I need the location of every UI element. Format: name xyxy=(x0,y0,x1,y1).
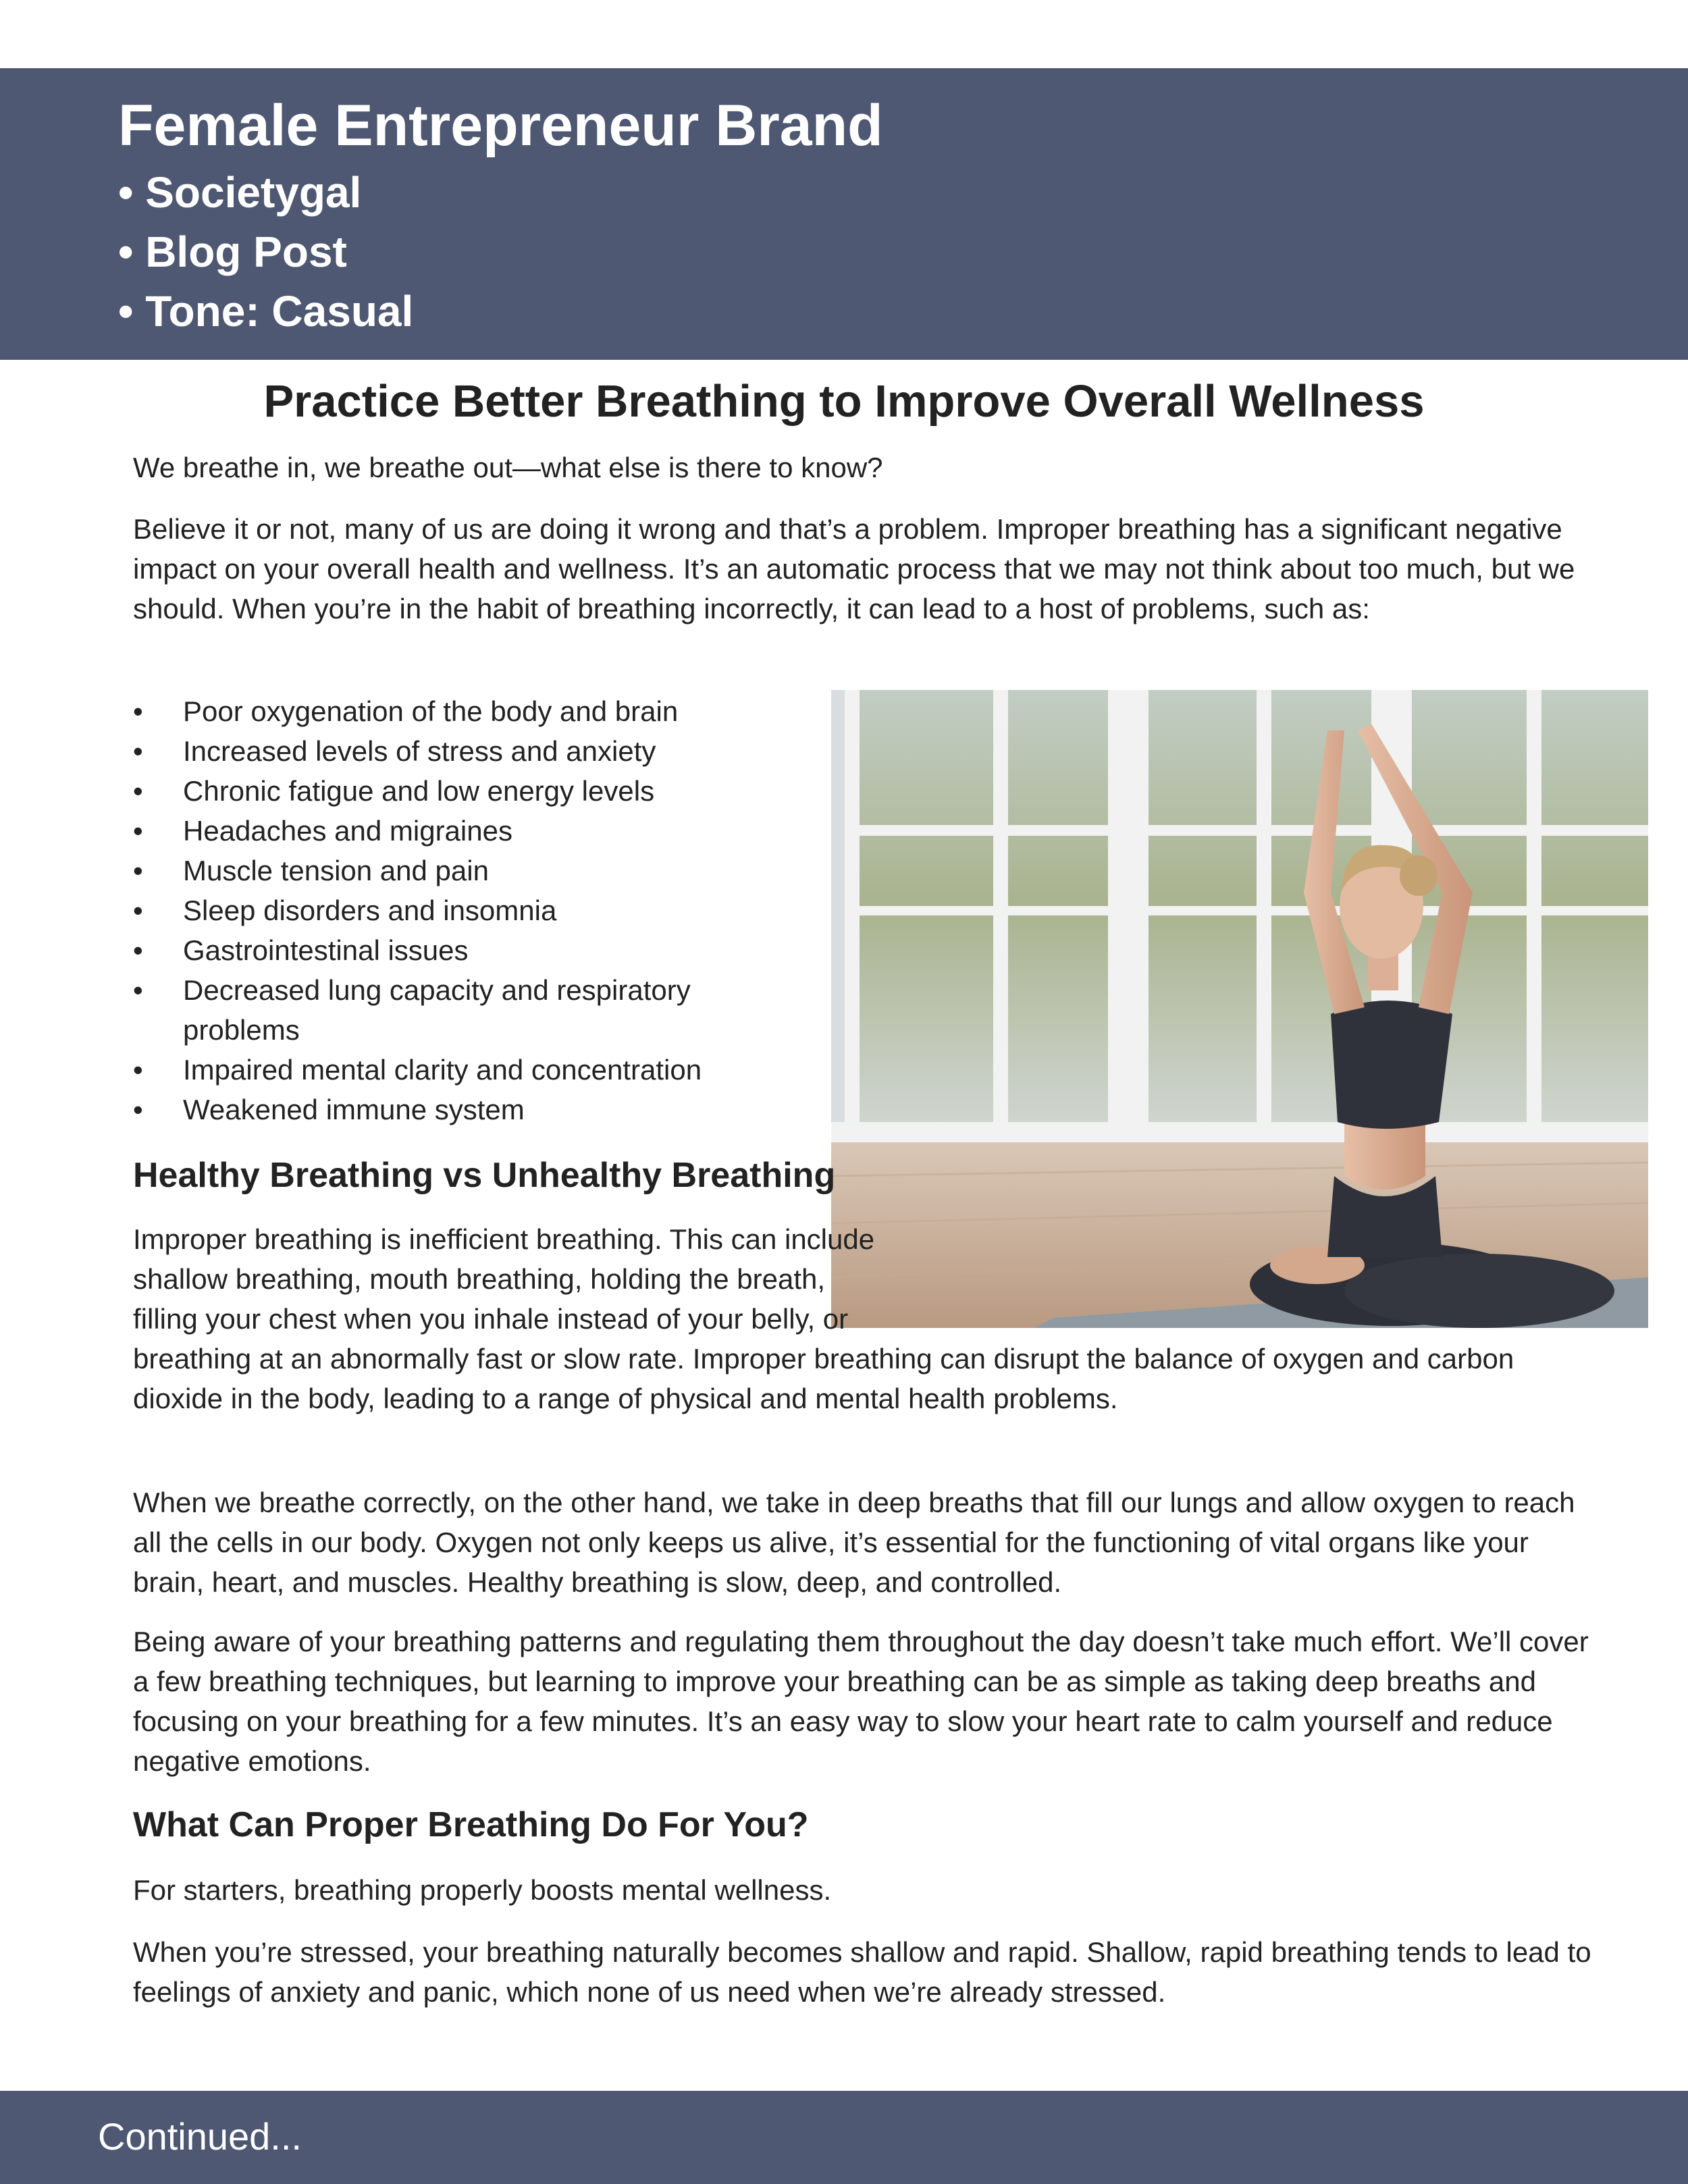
list-item xyxy=(133,890,801,930)
section-heading: Healthy Breathing vs Unhealthy Breathing xyxy=(133,1156,836,1195)
bullet-icon: • xyxy=(133,815,143,847)
list-item-text: Impaired mental clarity and concentration xyxy=(183,1054,702,1086)
list-item xyxy=(133,811,801,851)
bullet-icon: • xyxy=(133,934,143,966)
body-paragraph: Being aware of your breathing patterns and regulating them throughout the day doesn’t take much effort. We’ll cover a few breathing techniques, but learning to improve your breathing can be as simple as taking deep breaths and focusing on your breathing for a few minutes. It’s an easy way to slow your heart rate to calm yourself and reduce negative emotions. xyxy=(133,1626,1589,1777)
brand-detail-item: • Blog Post xyxy=(118,222,413,282)
bullet-icon: • xyxy=(133,895,143,926)
continued-label: Continued... xyxy=(98,2115,302,2158)
brand-detail-item: • Tone: Casual xyxy=(118,282,413,341)
intro-paragraph: We breathe in, we breathe out—what else is there to know? xyxy=(133,452,883,483)
list-item-text: Gastrointestinal issues xyxy=(183,934,469,966)
body-paragraph: When you’re stressed, your breathing naturally becomes shallow and rapid. Shallow, rapid breathing tends to lead to feelings of anxiety and panic, which none of us need when we’re already stressed. xyxy=(133,1936,1591,2008)
symptoms-list xyxy=(133,691,801,1129)
bullet-icon: • xyxy=(133,1054,143,1086)
paragraph-text: Improper breathing is inefficient breathing. This can include shallow breathing, mouth breathing, holding the breath, filling your chest when you inhale instead of your belly, or breathing at an abnormally fast or slow rate. Improper breathing can disrupt the balance of oxygen and carbon dioxide in the body, leading to a range of physical and mental health problems. xyxy=(133,1223,1514,1414)
bullet-icon: • xyxy=(133,855,143,886)
bullet-icon: • xyxy=(133,775,143,807)
list-item xyxy=(133,731,801,771)
body-paragraph: When we breathe correctly, on the other hand, we take in deep breaths that fill our lungs and allow oxygen to reach all the cells in our body. Oxygen not only keeps us alive, it’s essential for the functioning of vital organs like your brain, heart, and muscles. Healthy breathing is slow, deep, and controlled. xyxy=(133,1487,1575,1598)
list-item-text: Sleep disorders and insomnia xyxy=(183,895,557,926)
brand-title: Female Entrepreneur Brand xyxy=(118,93,883,158)
body-paragraph xyxy=(133,1219,1591,1418)
footer-banner xyxy=(0,2091,1688,2184)
list-item-text: Headaches and migraines xyxy=(183,815,512,847)
photo-wrap-spacer xyxy=(889,1219,1591,1308)
list-item xyxy=(133,1050,801,1090)
section-heading: What Can Proper Breathing Do For You? xyxy=(133,1805,809,1844)
list-item-text: Chronic fatigue and low energy levels xyxy=(183,775,655,807)
bullet-icon: • xyxy=(133,974,143,1006)
list-item xyxy=(133,930,801,970)
bullet-icon: • xyxy=(133,1094,143,1125)
list-item-text: Weakened immune system xyxy=(183,1094,525,1125)
list-item-text: Increased levels of stress and anxiety xyxy=(183,735,656,767)
list-item xyxy=(133,771,801,811)
body-paragraph: For starters, breathing properly boosts mental wellness. xyxy=(133,1874,832,1906)
header-banner xyxy=(0,68,1688,360)
brand-detail-item: • Societygal xyxy=(118,163,413,222)
list-item-text: Decreased lung capacity and respiratory problems xyxy=(183,974,691,1046)
brand-details-list xyxy=(118,163,413,341)
bullet-icon: • xyxy=(133,695,143,727)
list-item xyxy=(133,851,801,890)
list-item-text: Muscle tension and pain xyxy=(183,855,489,886)
list-item xyxy=(133,1090,801,1129)
list-item-text: Poor oxygenation of the body and brain xyxy=(183,695,679,727)
list-item xyxy=(133,970,801,1050)
list-item xyxy=(133,691,801,731)
body-paragraph: Believe it or not, many of us are doing it wrong and that’s a problem. Improper breathing has a significant negative impact on your overall health and wellness. It’s an automatic process that we may not think about too much, but we should. When you’re in the habit of breathing incorrectly, it can lead to a host of problems, such as: xyxy=(133,513,1575,624)
article-title: Practice Better Breathing to Improve Overall Wellness xyxy=(263,376,1425,427)
bullet-icon: • xyxy=(133,735,143,767)
